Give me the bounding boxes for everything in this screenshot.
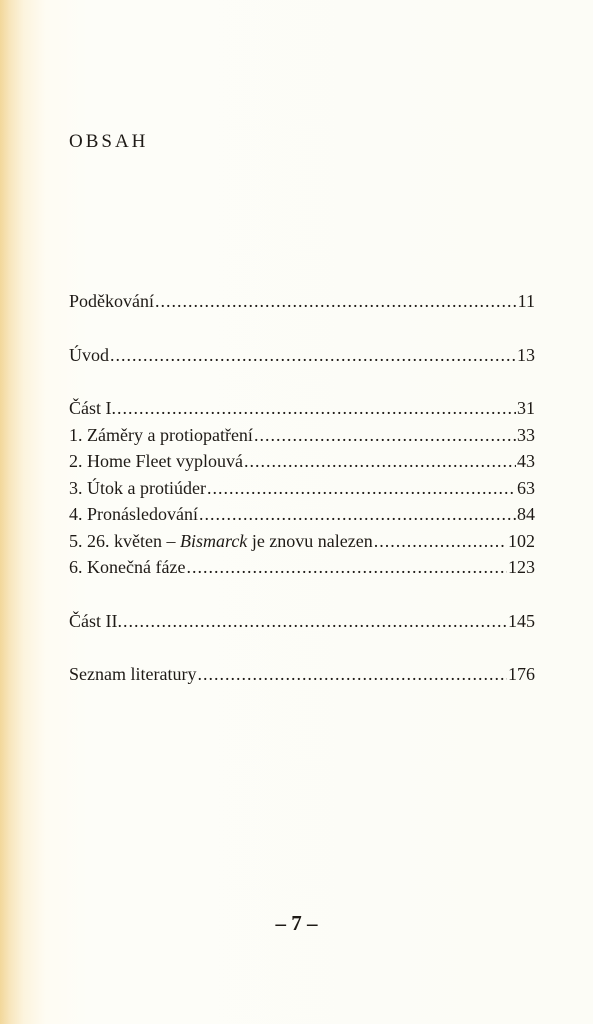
toc-entry-label: 6. Konečná fáze: [69, 557, 186, 577]
toc-label-part: 5. 26. květen –: [69, 530, 180, 551]
dot-leader: [110, 342, 516, 369]
toc-entry-label: 3. Útok a protiúder: [69, 477, 206, 498]
dot-leader: [199, 501, 516, 528]
dot-leader: [117, 395, 516, 422]
toc-entry-page: 31: [517, 398, 535, 418]
toc-entry-page: 102: [508, 530, 535, 551]
dot-leader: [244, 448, 516, 475]
dot-leader: [207, 475, 516, 502]
toc-entry-page: 176: [508, 664, 535, 684]
dot-leader: [374, 528, 507, 555]
toc-entry-label: 1. Záměry a protiopatření: [69, 424, 253, 445]
toc-entry-uvod: [69, 342, 535, 369]
toc-entry-page: 123: [508, 557, 535, 577]
ship-name-italic: Bismarck: [179, 530, 248, 551]
toc-label-part: je znovu nalezen: [247, 530, 373, 551]
toc-entry-label: Část II.: [69, 610, 122, 631]
dot-leader: [186, 554, 507, 581]
toc-entry-cast-2: [69, 608, 535, 635]
toc-entry-label: Poděkování: [69, 291, 154, 311]
toc-entry-chapter-3: [69, 475, 535, 502]
dot-leader: [123, 608, 507, 635]
toc-entry-label: Úvod: [69, 344, 109, 365]
toc-entry-page: 43: [517, 451, 535, 471]
toc-entry-chapter-4: [69, 501, 535, 528]
toc-entry-label: 2. Home Fleet vyplouvá: [69, 451, 243, 471]
toc-entry-label: [69, 528, 373, 555]
toc-entry-chapter-5: [69, 528, 535, 555]
toc-entry-page: 33: [517, 424, 535, 445]
toc-entry-chapter-2: [69, 448, 535, 475]
toc-entry-chapter-6: [69, 554, 535, 581]
page-number: – 7 –: [275, 911, 318, 935]
toc-entry-cast-1: [69, 395, 535, 422]
toc-entry-page: 63: [517, 477, 535, 498]
toc-entry-page: 13: [517, 344, 535, 365]
toc-entry-page: 145: [508, 610, 535, 631]
toc-entry-label: 4. Pronásledování: [69, 504, 198, 524]
dot-leader: [155, 288, 517, 315]
toc-entry-label: Část I.: [69, 398, 116, 418]
toc-entry-seznam-literatury: [69, 661, 535, 688]
dot-leader: [197, 661, 507, 688]
dot-leader: [254, 422, 516, 449]
table-of-contents: [69, 288, 535, 688]
toc-entry-label: Seznam literatury: [69, 664, 197, 684]
toc-entry-page: 84: [517, 504, 535, 524]
toc-entry-chapter-1: [69, 422, 535, 449]
contents-heading: OBSAH: [69, 131, 149, 152]
toc-entry-page: 11: [517, 291, 535, 311]
toc-entry-podekovani: [69, 288, 535, 315]
